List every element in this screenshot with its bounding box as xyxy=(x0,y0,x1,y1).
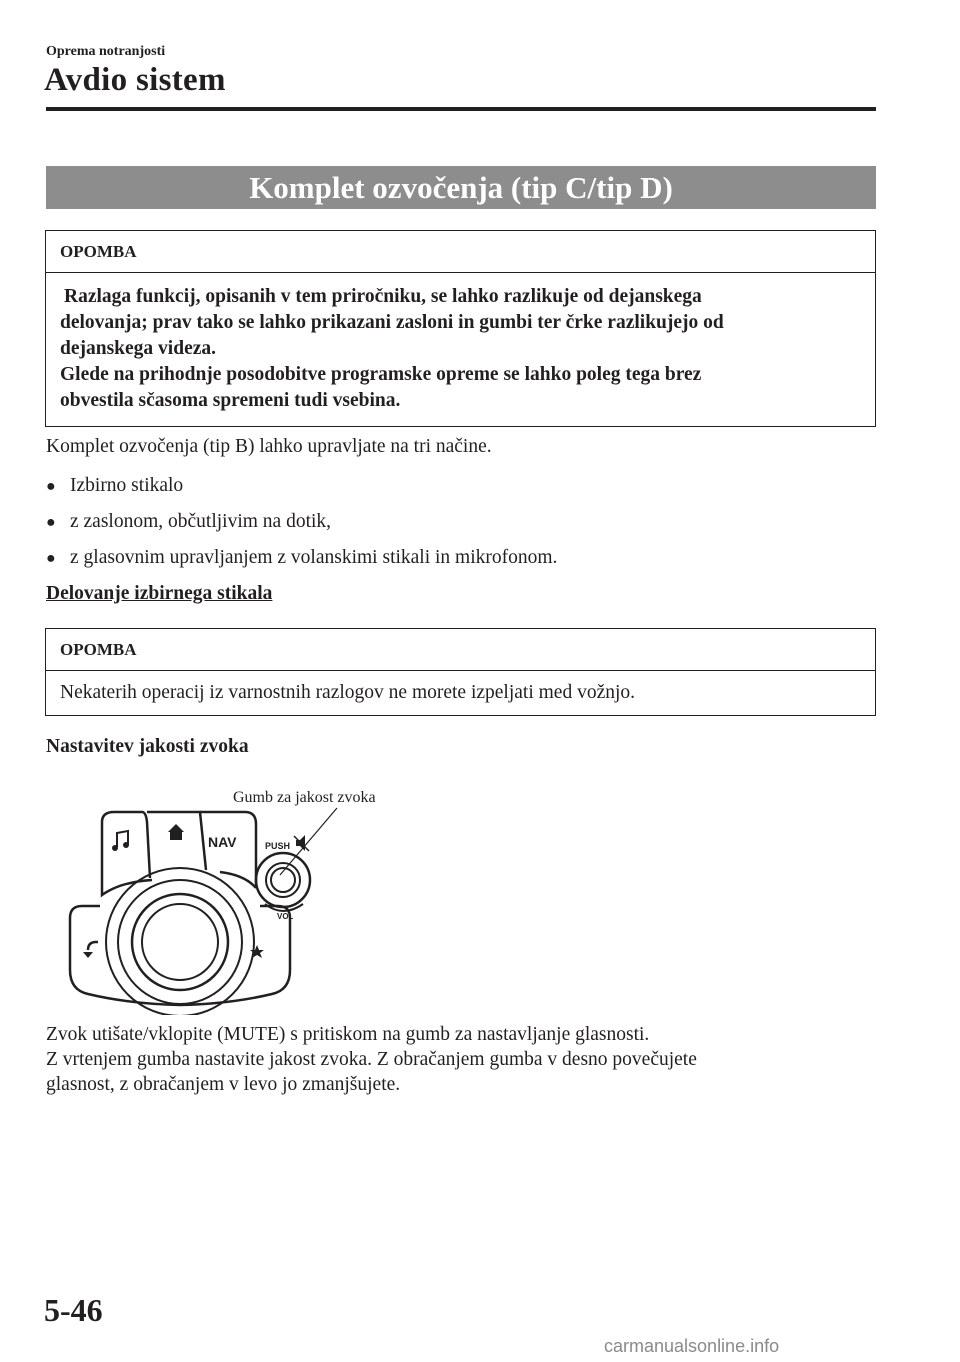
header-rule xyxy=(46,107,876,111)
callout-label: Gumb za jakost zvoka xyxy=(233,789,376,806)
subheading-volume: Nastavitev jakosti zvoka xyxy=(46,736,249,757)
note-line: dejanskega videza. xyxy=(60,338,216,359)
back-arrow-icon xyxy=(83,952,93,958)
list-item-text: z zaslonom, občutljivim na dotik, xyxy=(70,511,332,532)
list-item xyxy=(46,473,183,500)
note-heading: OPOMBA xyxy=(46,231,875,273)
music-note-icon xyxy=(112,845,118,851)
list-item xyxy=(46,545,557,572)
list-item-text: z glasovnim upravljanjem z volanskimi stikali in mikrofonom. xyxy=(70,547,558,568)
bullet-icon: ● xyxy=(46,550,56,567)
bullet-icon: ● xyxy=(46,478,56,495)
note-line: obvestila sčasoma spremeni tudi vsebina. xyxy=(60,390,401,411)
note-box-1 xyxy=(45,230,876,427)
list-item xyxy=(46,509,331,536)
commander-switch-diagram xyxy=(60,800,420,1015)
bullet-icon: ● xyxy=(46,514,56,531)
body-line: Zvok utišate/vklopite (MUTE) s pritiskom na gumb za nastavljanje glasnosti. xyxy=(46,1024,650,1045)
nav-button-label: NAV xyxy=(208,834,237,850)
note-box-2 xyxy=(45,628,876,716)
body-text xyxy=(46,1022,886,1097)
page-number: 5-46 xyxy=(44,1292,103,1328)
note-heading: OPOMBA xyxy=(46,629,875,671)
note-line: Glede na prihodnje posodobitve programske opreme se lahko poleg tega brez xyxy=(60,364,702,385)
intro-paragraph: Komplet ozvočenja (tip B) lahko upravljate na tri načine. xyxy=(46,436,492,457)
home-icon xyxy=(168,824,184,840)
back-arrow-icon xyxy=(88,942,98,950)
note-line: Razlaga funkcij, opisanih v tem priročniku, se lahko razlikuje od dejanskega xyxy=(64,286,702,307)
chapter-title: Avdio sistem xyxy=(44,62,226,98)
vol-label: VOL xyxy=(277,912,294,921)
note-body: Nekaterih operacij iz varnostnih razlogov ne morete izpeljati med vožnjo. xyxy=(60,682,636,703)
note-body xyxy=(46,273,875,426)
list-item-text: Izbirno stikalo xyxy=(70,475,184,496)
body-line: Z vrtenjem gumba nastavite jakost zvoka. Z obračanjem gumba v desno povečujete xyxy=(46,1049,697,1070)
body-line: glasnost, z obračanjem v levo jo zmanjšujete. xyxy=(46,1074,401,1095)
subheading-commander: Delovanje izbirnega stikala xyxy=(46,583,273,604)
section-label: Oprema notranjosti xyxy=(46,44,166,59)
push-label: PUSH xyxy=(265,841,291,851)
note-line: delovanja; prav tako se lahko prikazani zasloni in gumbi ter črke razlikujejo od xyxy=(60,312,724,333)
watermark: carmanualsonline.info xyxy=(604,1336,780,1356)
page-title: Komplet ozvočenja (tip C/tip D) xyxy=(46,166,876,209)
